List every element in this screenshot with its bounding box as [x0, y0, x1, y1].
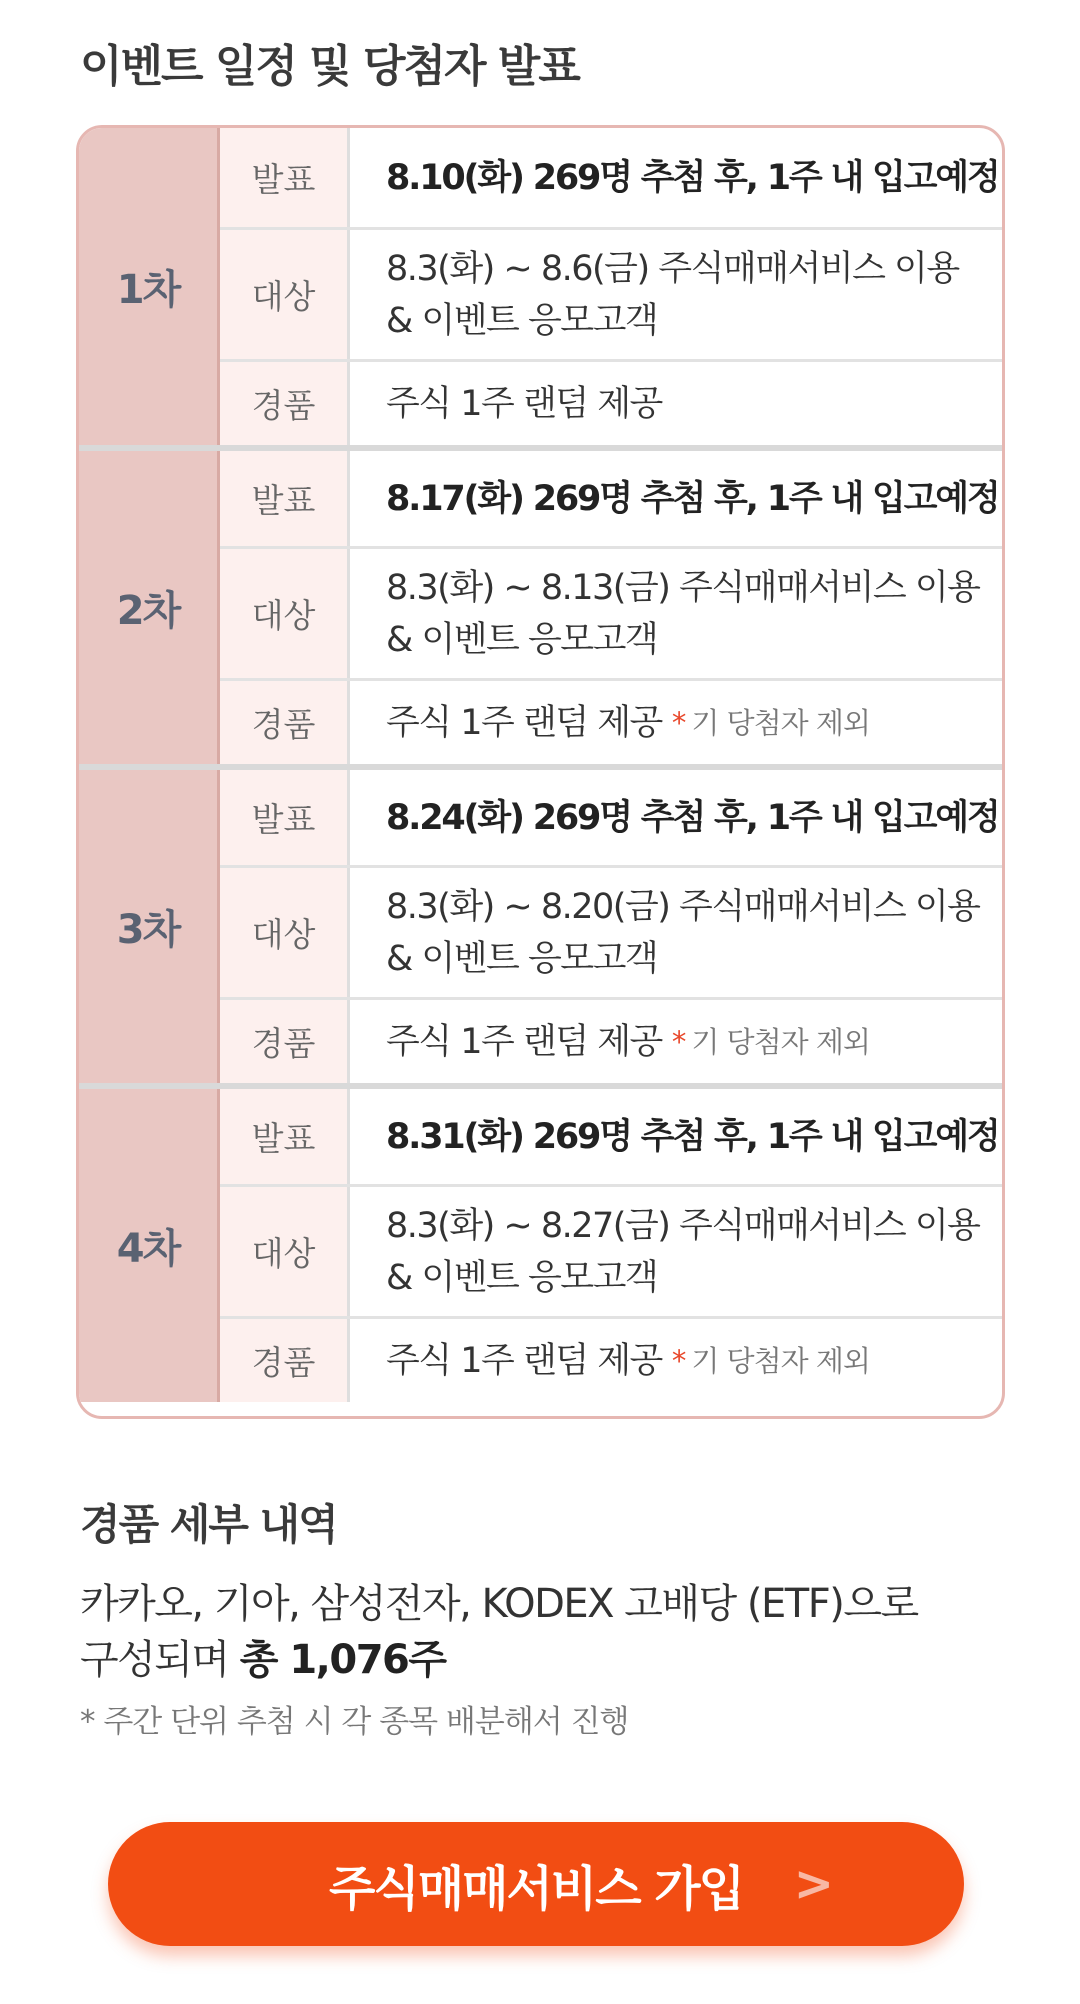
round-label: 2차: [79, 451, 220, 764]
prize-details-title: 경품 세부 내역: [80, 1500, 337, 1549]
prize-row: [220, 1316, 1002, 1402]
prize-total: 총 1,076주: [239, 1637, 446, 1683]
prize-details-line-1: 카카오, 기아, 삼성전자, KODEX 고배당 (ETF)으로: [80, 1581, 918, 1627]
announce-key: 발표: [220, 128, 350, 227]
target-key: 대상: [220, 1187, 350, 1316]
announce-row: [220, 128, 1002, 227]
prize-details-prefix: 구성되며: [80, 1637, 240, 1683]
target-key: 대상: [220, 868, 350, 997]
prize-key: 경품: [220, 1000, 350, 1083]
section-title: 이벤트 일정 및 당첨자 발표: [80, 41, 579, 92]
target-row: [220, 227, 1002, 359]
announce-value: 8.10(화) 269명 추첨 후, 1주 내 입고예정: [386, 157, 999, 198]
prize-note: [672, 1335, 870, 1387]
prize-note-text: 기 당첨자 제외: [691, 705, 870, 740]
prize-details-text: [80, 1576, 980, 1688]
asterisk-icon: *: [671, 1343, 686, 1378]
round-label: 1차: [79, 128, 220, 445]
asterisk-icon: *: [671, 1024, 686, 1059]
round-label: 4차: [79, 1089, 220, 1402]
target-line-2: & 이벤트 응모고객: [386, 938, 658, 979]
prize-value: 주식 1주 랜덤 제공: [386, 383, 662, 424]
prize-key: 경품: [220, 1319, 350, 1402]
round-label: 3차: [79, 770, 220, 1083]
chevron-right-icon: >: [793, 1856, 834, 1912]
announce-value: 8.24(화) 269명 추첨 후, 1주 내 입고예정: [386, 797, 999, 838]
prize-value: 주식 1주 랜덤 제공: [386, 1021, 662, 1062]
round-4: [79, 1083, 1002, 1402]
prize-note: [672, 697, 870, 749]
prize-details-line-2: [80, 1632, 980, 1688]
signup-button-label: 주식매매서비스 가입: [328, 1860, 744, 1917]
target-line-1: 8.3(화) ~ 8.20(금) 주식매매서비스 이용: [386, 886, 980, 927]
target-line-2: & 이벤트 응모고객: [386, 300, 658, 341]
announce-row: [220, 1089, 1002, 1184]
prize-value: 주식 1주 랜덤 제공: [386, 1340, 662, 1381]
prize-note-text: 기 당첨자 제외: [691, 1343, 870, 1378]
prize-note: [672, 1016, 870, 1068]
target-row: [220, 546, 1002, 678]
announce-value: 8.31(화) 269명 추첨 후, 1주 내 입고예정: [386, 1116, 999, 1157]
announce-row: [220, 770, 1002, 865]
target-line-2: & 이벤트 응모고객: [386, 619, 658, 660]
round-3: [79, 764, 1002, 1083]
prize-note-text: 기 당첨자 제외: [691, 1024, 870, 1059]
asterisk-icon: *: [671, 705, 686, 740]
announce-row: [220, 451, 1002, 546]
prize-key: 경품: [220, 362, 350, 445]
target-line-2: & 이벤트 응모고객: [386, 1257, 658, 1298]
round-2: [79, 445, 1002, 764]
announce-key: 발표: [220, 770, 350, 865]
announce-value: 8.17(화) 269명 추첨 후, 1주 내 입고예정: [386, 478, 999, 519]
event-schedule-table: [76, 125, 1005, 1419]
prize-row: [220, 359, 1002, 445]
target-line-1: 8.3(화) ~ 8.13(금) 주식매매서비스 이용: [386, 567, 980, 608]
prize-details-note: * 주간 단위 추첨 시 각 종목 배분해서 진행: [80, 1704, 629, 1740]
target-line-1: 8.3(화) ~ 8.6(금) 주식매매서비스 이용: [386, 248, 959, 289]
announce-key: 발표: [220, 451, 350, 546]
target-line-1: 8.3(화) ~ 8.27(금) 주식매매서비스 이용: [386, 1205, 980, 1246]
target-key: 대상: [220, 230, 350, 359]
signup-button[interactable]: [108, 1822, 964, 1946]
announce-key: 발표: [220, 1089, 350, 1184]
prize-value: 주식 1주 랜덤 제공: [386, 702, 662, 743]
prize-row: [220, 997, 1002, 1083]
prize-key: 경품: [220, 681, 350, 764]
target-row: [220, 1184, 1002, 1316]
target-key: 대상: [220, 549, 350, 678]
round-1: [79, 128, 1002, 445]
prize-row: [220, 678, 1002, 764]
target-row: [220, 865, 1002, 997]
